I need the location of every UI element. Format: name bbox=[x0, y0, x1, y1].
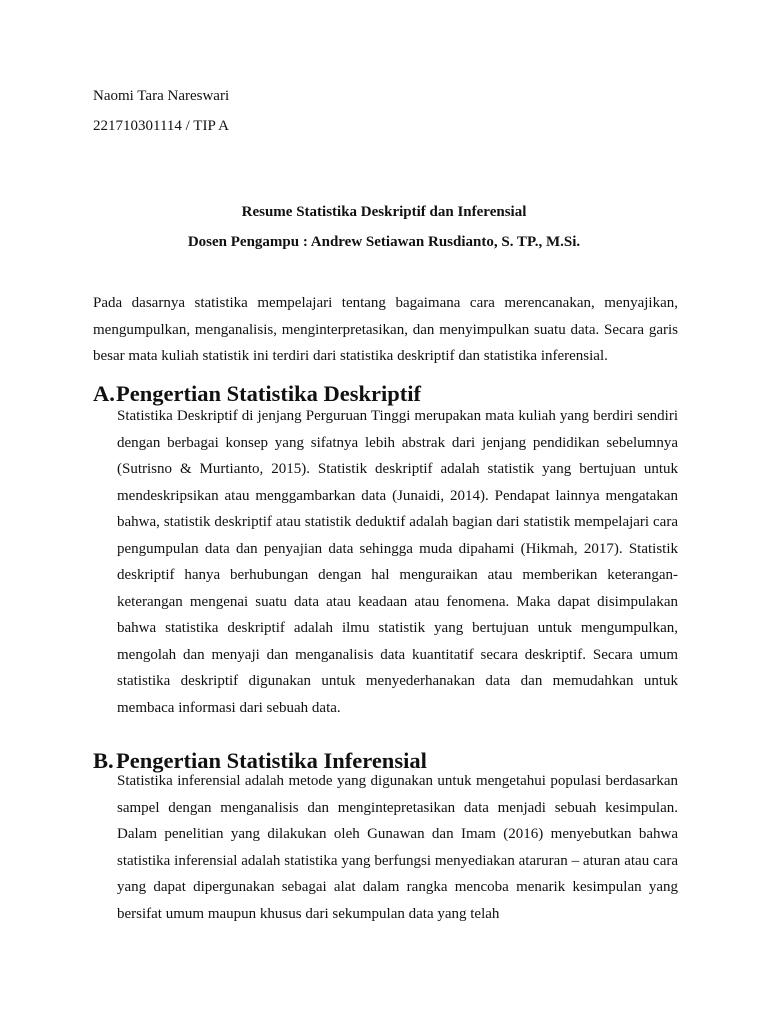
lecturer-line: Dosen Pengampu : Andrew Setiawan Rusdianto, S. TP., M.Si. bbox=[187, 234, 581, 250]
section-a-heading bbox=[93, 381, 421, 406]
document-title: Resume Statistika Deskriptif dan Inferensial bbox=[241, 204, 527, 220]
intro-paragraph: Pada dasarnya statistika mempelajari tentang bagaimana cara merencanakan, menyajikan, mengumpulkan, menganalisis, menginterpretasikan, dan menyimpulkan suatu data. Secara garis besar mata kuliah statistik ini terdiri dari statistika deskriptif dan statistika inferensial. bbox=[93, 295, 678, 364]
section-a-title: Pengertian Statistika Deskriptif bbox=[116, 381, 421, 406]
section-a-letter: A. bbox=[93, 381, 115, 406]
section-b-title: Pengertian Statistika Inferensial bbox=[116, 748, 427, 773]
author-id: 221710301114 / TIP A bbox=[93, 118, 229, 134]
section-b-body: Statistika inferensial adalah metode yang digunakan untuk mengetahui populasi berdasarkan sampel dengan menganalisis dan mengintepretasikan data menjadi sebuah kesimpulan. Dalam penelitian yang dilakukan oleh Gunawan dan Imam (2016) menyebutkan bahwa statistika inferensial adalah statistika yang berfungsi menyediakan ataruran – aturan atau cara yang dapat dipergunakan sebagai alat dalam rangka mencoba menarik kesimpulan yang bersifat umum maupun khusus dari sekumpulan data yang telah bbox=[117, 773, 678, 922]
section-b-letter: B. bbox=[93, 748, 114, 773]
section-a-body: Statistika Deskriptif di jenjang Perguruan Tinggi merupakan mata kuliah yang berdiri sendiri dengan berbagai konsep yang sifatnya lebih abstrak dari jenjang pendidikan sebelumnya (Sutrisno & Murtianto, 2015). Statistik deskriptif adalah statistik yang bertujuan untuk mendeskripsikan atau menggambarkan data (Junaidi, 2014). Pendapat lainnya mengatakan bahwa, statistik deskriptif atau statistik deduktif adalah bagian dari statistik mempelajari cara pengumpulan data dan penyajian data sehingga muda dipahami (Hikmah, 2017). Statistik deskriptif hanya berhubungan dengan hal menguraikan atau memberikan keterangan-keterangan mengenai suatu data atau keadaan atau fenomena. Maka dapat disimpulakan bahwa statistika deskriptif adalah ilmu statistik yang bertujuan untuk mengumpulkan, mengolah dan menyaji dan menganalisis data kuantitatif secara deskriptif. Secara umum statistika deskriptif digunakan untuk menyederhanakan data dan memudahkan untuk membaca informasi dari sebuah data. bbox=[117, 408, 678, 716]
author-name: Naomi Tara Nareswari bbox=[93, 88, 230, 104]
